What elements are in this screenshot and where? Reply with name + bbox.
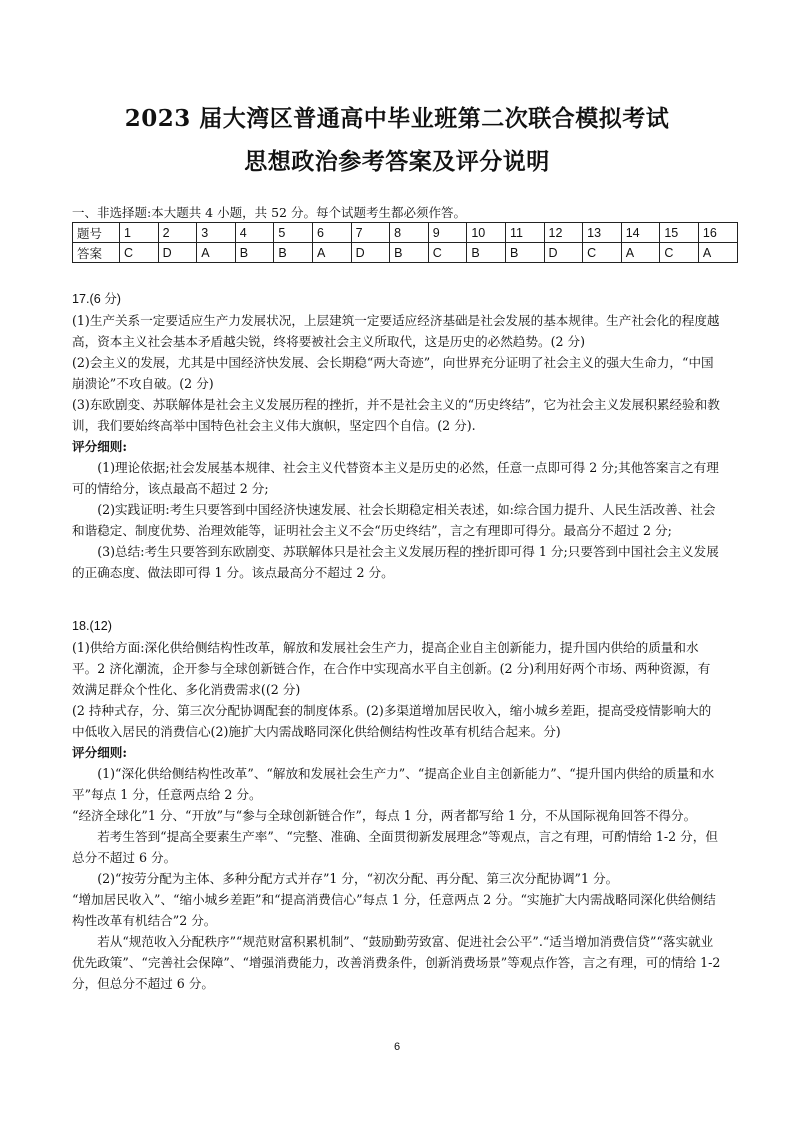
row-label-number: 题号 bbox=[73, 223, 120, 243]
answer-cell: C bbox=[660, 243, 699, 263]
document-title: 2023 届大湾区普通高中毕业班第二次联合模拟考试 bbox=[124, 105, 670, 132]
question-17-heading: 17.(6 分) bbox=[72, 292, 121, 306]
row-label-answer: 答案 bbox=[73, 243, 120, 263]
answer-cell: D bbox=[544, 243, 583, 263]
number-cell: 4 bbox=[235, 223, 274, 243]
question-17-answer-3: (3)东欧剧变、苏联解体是社会主义发展历程的挫折，并不是社会主义的“历史终结”，它为社会主义发展积累经验和教训，我们要始终高举中国特色社会主义伟大旗帜，坚定四个自信。(2 分). bbox=[72, 397, 720, 433]
question-18-scoring-3: 若考生答到“提高全要素生产率”、“完整、准确、全面贯彻新发展理念”等观点，言之有理，可酌情给 1-2 分，但总分不超过 6 分。 bbox=[72, 829, 718, 865]
question-17-scoring-2: (2)实践证明:考生只要答到中国经济快速发展、社会长期稳定相关表述，如:综合国力提升、人民生活改善、社会和谐稳定、制度优势、治理效能等，证明社会主义不会“历史终结”，言之有理即可得分。最高分不超过 2 分; bbox=[72, 502, 716, 538]
number-cell: 7 bbox=[351, 223, 390, 243]
number-cell: 13 bbox=[583, 223, 622, 243]
answer-cell: D bbox=[158, 243, 197, 263]
answer-cell: C bbox=[428, 243, 467, 263]
answer-cell: B bbox=[390, 243, 429, 263]
question-18-scoring-2: “经济全球化”1 分、“开放”与“参与全球创新链合作”，每点 1 分，两者都写给 1 分，不从国际视角回答不得分。 bbox=[72, 808, 697, 823]
question-18-scoring-title: 评分细则: bbox=[72, 745, 128, 760]
question-17-scoring-1: (1)理论依据;社会发展基本规律、社会主义代替资本主义是历史的必然，任意一点即可得 2 分;其他答案言之有理可的情给分，该点最高不超过 2 分; bbox=[72, 460, 719, 496]
answer-table bbox=[72, 222, 738, 263]
answer-table-answer-row bbox=[73, 243, 738, 263]
number-cell: 16 bbox=[698, 223, 737, 243]
question-18-heading: 18.(12) bbox=[72, 619, 112, 633]
question-18-scoring-6: 若从“规范收入分配秩序”“规范财富积累机制”、“鼓励勤劳致富、促进社会公平”.“适当增加消费信贷”“落实就业优先政策”、“完善社会保障”、“增强消费能力，改善消费条件，创新消费场景”等观点作答，言之有理，可的情给 1-2 分，但总分不超过 6 分。 bbox=[72, 934, 721, 991]
page-number: 6 bbox=[393, 1041, 401, 1053]
answer-cell: D bbox=[351, 243, 390, 263]
number-cell: 5 bbox=[274, 223, 313, 243]
number-cell: 1 bbox=[120, 223, 159, 243]
question-18-block bbox=[72, 616, 722, 994]
answer-table-number-row bbox=[73, 223, 738, 243]
answer-cell: B bbox=[235, 243, 274, 263]
question-17-answer-2: (2)会主义的发展，尤其是中国经济快发展、会长期稳“两大奇迹”，向世界充分证明了社会主义的强大生命力，“中国崩溃论”不攻自破。(2 分) bbox=[72, 355, 714, 391]
number-cell: 3 bbox=[197, 223, 236, 243]
answer-cell: C bbox=[583, 243, 622, 263]
answer-cell: A bbox=[621, 243, 660, 263]
answer-cell: A bbox=[197, 243, 236, 263]
answer-cell: A bbox=[312, 243, 351, 263]
document-subtitle: 思想政治参考答案及评分说明 bbox=[244, 148, 550, 175]
question-18-scoring-4: (2)“按劳分配为主体、多种分配方式并存”1 分，“初次分配、再分配、第三次分配协调”1 分。 bbox=[97, 871, 619, 886]
answer-cell: B bbox=[505, 243, 544, 263]
number-cell: 6 bbox=[312, 223, 351, 243]
question-18-answer-2: (2 持种式存，分、第三次分配协调配套的制度体系。(2)多渠道增加居民收入，缩小城乡差距，提高受疫情影响大的中低收入居民的消费信心(2)施扩大内需战略同深化供给侧结构性改革有机结合起来。分) bbox=[72, 703, 712, 739]
question-18-scoring-1: (1)“深化供给侧结构性改革”、“解放和发展社会生产力”、“提高企业自主创新能力”、“提升国内供给的质量和水平”每点 1 分，任意两点给 2 分。 bbox=[72, 766, 715, 802]
answer-cell: C bbox=[120, 243, 159, 263]
answer-cell: B bbox=[274, 243, 313, 263]
question-17-block bbox=[72, 289, 722, 583]
question-17-scoring-title: 评分细则: bbox=[72, 439, 128, 454]
answer-cell: B bbox=[467, 243, 506, 263]
question-18-answer-1: (1)供给方面:深化供给侧结构性改革，解放和发展社会生产力，提高企业自主创新能力，提升国内供给的质量和水平。2 济化潮流，企开参与全球创新链合作，在合作中实现高水平自主创新。(2 分)利用好两个市场、两种资源，有效满足群众个性化、多化消费需求((2 分) bbox=[72, 640, 711, 697]
number-cell: 10 bbox=[467, 223, 506, 243]
answer-cell: A bbox=[698, 243, 737, 263]
number-cell: 15 bbox=[660, 223, 699, 243]
number-cell: 8 bbox=[390, 223, 429, 243]
number-cell: 2 bbox=[158, 223, 197, 243]
number-cell: 14 bbox=[621, 223, 660, 243]
number-cell: 12 bbox=[544, 223, 583, 243]
question-18-scoring-5: “增加居民收入”、“缩小城乡差距”和“提高消费信心”每点 1 分，任意两点 2 分。“实施扩大内需战略同深化供给侧结构性改革有机结合”2 分。 bbox=[72, 892, 716, 928]
number-cell: 9 bbox=[428, 223, 467, 243]
section-intro: 一、非选择题:本大题共 4 小题，共 52 分。每个试题考生都必须作答。 bbox=[72, 205, 466, 220]
number-cell: 11 bbox=[505, 223, 544, 243]
question-17-answer-1: (1)生产关系一定要适应生产力发展状况，上层建筑一定要适应经济基础是社会发展的基本规律。生产社会化的程度越高，资本主义社会基本矛盾越尖锐，终将要被社会主义所取代，这是历史的必然趋势。(2 分) bbox=[72, 313, 720, 349]
question-17-scoring-3: (3)总结:考生只要答到东欧剧变、苏联解体只是社会主义发展历程的挫折即可得 1 分;只要答到中国社会主义发展的正确态度、做法即可得 1 分。该点最高分不超过 2 分。 bbox=[72, 544, 719, 580]
